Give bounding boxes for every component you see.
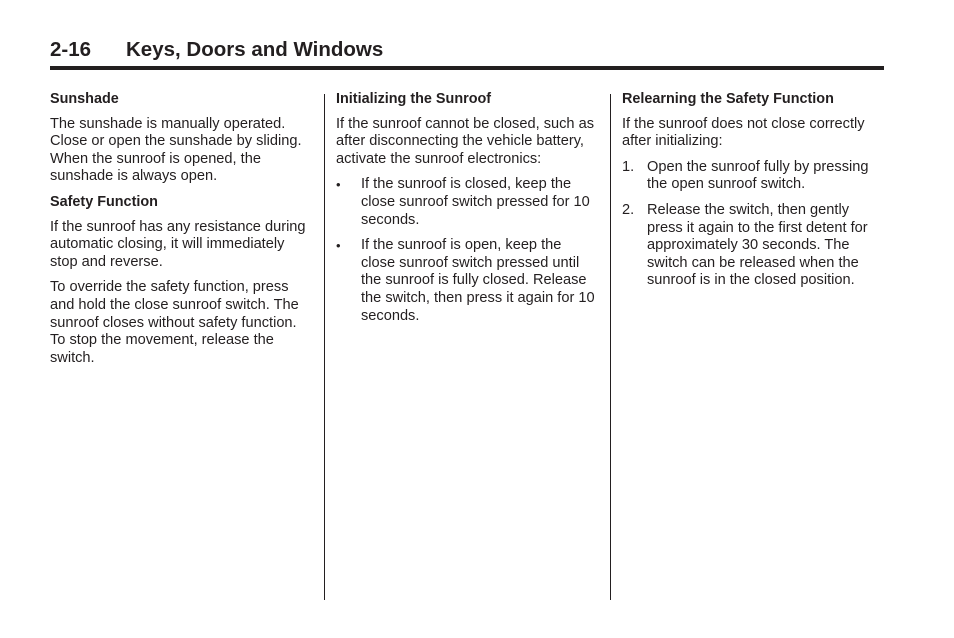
list-item bbox=[336, 176, 598, 229]
bullet-icon: • bbox=[336, 177, 341, 193]
heading-safety-function: Safety Function bbox=[50, 193, 158, 210]
column-initializing bbox=[336, 91, 598, 333]
step-number: 2. bbox=[622, 201, 635, 218]
column-divider bbox=[610, 94, 611, 600]
numbered-list bbox=[622, 159, 884, 290]
list-item bbox=[336, 237, 598, 325]
page-number: 2-16 bbox=[50, 38, 92, 61]
column-divider bbox=[324, 94, 325, 600]
list-item-text: If the sunroof is open, keep the close sunroof switch pressed until the sunroof is fully closed. Release the switch, then press it again for 10 seconds. bbox=[361, 237, 595, 324]
list-item-text: If the sunroof is closed, keep the close sunroof switch pressed for 10 seconds. bbox=[361, 176, 590, 228]
bullet-icon: • bbox=[336, 238, 341, 254]
step-text: Open the sunroof fully by pressing the open sunroof switch. bbox=[647, 158, 869, 193]
step-number: 1. bbox=[622, 158, 635, 175]
step-text: Release the switch, then gently press it again to the first detent for approximately 30 seconds. The switch can be released when the sunroof is in the closed position. bbox=[647, 201, 868, 289]
heading-sunshade: Sunshade bbox=[50, 91, 119, 107]
bullet-list bbox=[336, 176, 598, 325]
paragraph-sunshade: The sunshade is manually operated. Close or open the sunshade by sliding. When the sunroof is opened, the sunshade is always open. bbox=[50, 115, 302, 185]
paragraph-safety-override: To override the safety function, press and hold the close sunroof switch. The sunroof closes without safety function. To stop the movement, release the switch. bbox=[50, 279, 299, 366]
heading-initializing: Initializing the Sunroof bbox=[336, 91, 492, 107]
paragraph-relearning-intro: If the sunroof does not close correctly after initializing: bbox=[622, 115, 865, 150]
page-header bbox=[50, 38, 884, 70]
paragraph-initializing-intro: If the sunroof cannot be closed, such as after disconnecting the vehicle battery, activate the sunroof electronics: bbox=[336, 115, 594, 167]
column-relearning bbox=[622, 91, 884, 298]
chapter-title: Keys, Doors and Windows bbox=[126, 38, 384, 61]
column-sunshade bbox=[50, 91, 312, 375]
list-item bbox=[622, 202, 884, 290]
paragraph-safety-resistance: If the sunroof has any resistance during automatic closing, it will immediately stop and reverse. bbox=[50, 218, 306, 270]
heading-relearning: Relearning the Safety Function bbox=[622, 91, 834, 107]
list-item bbox=[622, 159, 884, 194]
